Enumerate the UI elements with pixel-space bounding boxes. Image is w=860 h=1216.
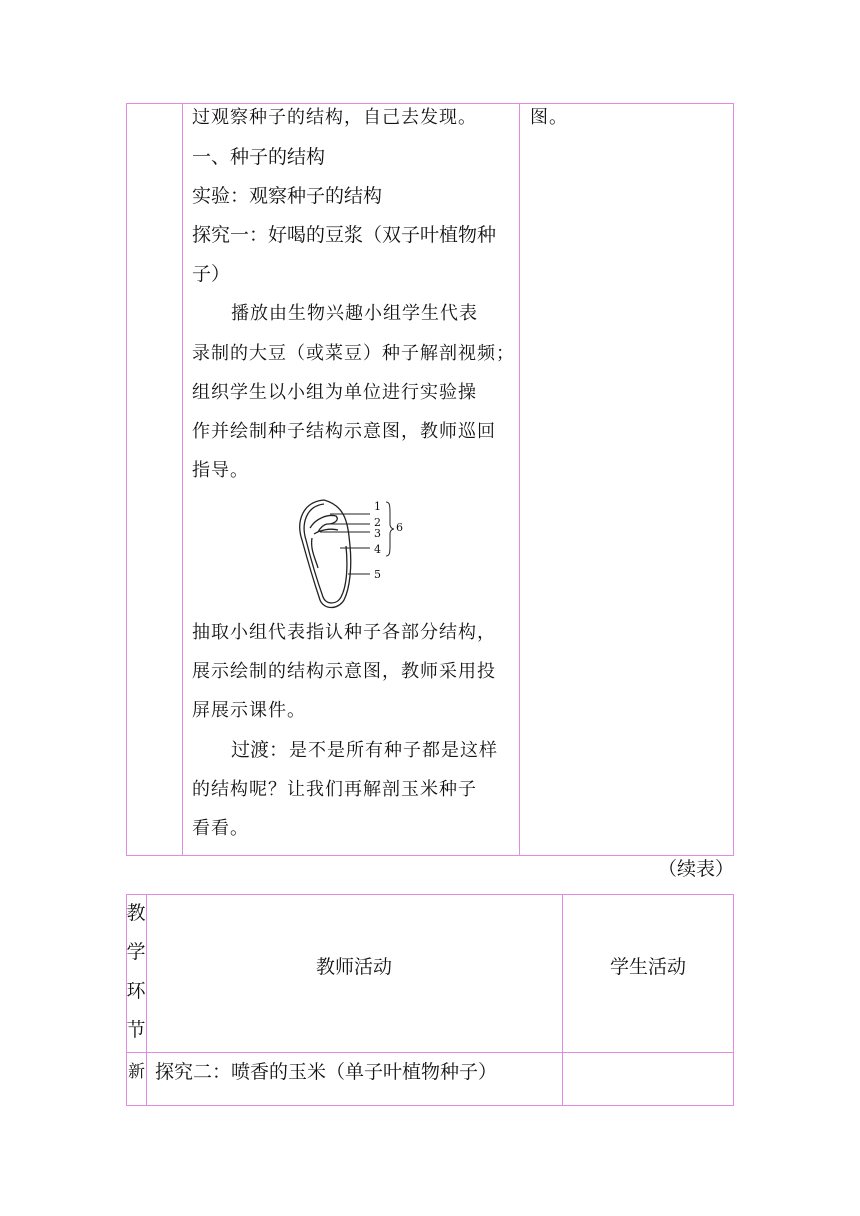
table2-divider-1: [146, 894, 147, 1106]
header-student-activity: 学生活动: [609, 956, 686, 978]
header-char: 教: [126, 902, 146, 924]
section-heading: 一、种子的结构: [192, 146, 326, 168]
body-line: 播放由生物兴趣小组学生代表: [231, 303, 478, 324]
header-char: 学: [126, 941, 146, 963]
body-line: 是不是所有种子都是这样: [289, 740, 498, 761]
body-line: 组织学生以小组为单位进行实验操: [192, 382, 477, 403]
body-line: 的结构呢？让我们再解剖玉米种子: [192, 779, 477, 800]
body-line: 抽取小组代表指认种子各部分结构，: [192, 622, 496, 643]
bean-seed-diagram: [290, 494, 410, 614]
student-activity-text: 图。: [530, 107, 568, 128]
inquiry-two-heading: 探究二：喷香的玉米（单子叶植物种子）: [155, 1061, 498, 1083]
body-line: 展示绘制的结构示意图，教师采用投: [192, 661, 496, 682]
header-char: 环: [126, 980, 146, 1002]
header-teacher-activity: 教师活动: [315, 956, 392, 978]
header-teaching-stage: [126, 894, 146, 1050]
body-line: 录制的大豆（或菜豆）种子解剖视频；: [192, 343, 515, 364]
table1-divider-2: [519, 103, 520, 856]
continued-table-label: （续表）: [658, 858, 735, 880]
table1-divider-1: [182, 103, 183, 856]
header-char: 节: [126, 1019, 146, 1041]
body-line: 作并绘制种子结构示意图，教师巡回: [192, 421, 496, 442]
experiment-heading: 实验：观察种子的结构: [192, 185, 383, 207]
transition-label: 过渡：: [231, 739, 289, 761]
body-line: 过观察种子的结构，自己去发现。: [192, 107, 477, 128]
figure-label-6: 6: [396, 521, 403, 534]
inquiry-heading: 探究一：好喝的豆浆（双子叶植物种: [192, 224, 497, 246]
figure-label-3: 3: [374, 527, 381, 540]
body-line: 指导。: [192, 460, 249, 481]
table2-divider-2: [562, 894, 563, 1106]
figure-label-4: 4: [374, 543, 381, 556]
figure-label-5: 5: [374, 568, 381, 581]
body-line: 看看。: [192, 818, 249, 839]
body-line: 屏展示课件。: [192, 700, 306, 721]
figure-label-2: 2: [374, 516, 381, 529]
stage-cell-text: 新: [128, 1062, 145, 1082]
inquiry-heading-cont: 子）: [192, 263, 231, 285]
figure-label-1: 1: [374, 500, 381, 513]
